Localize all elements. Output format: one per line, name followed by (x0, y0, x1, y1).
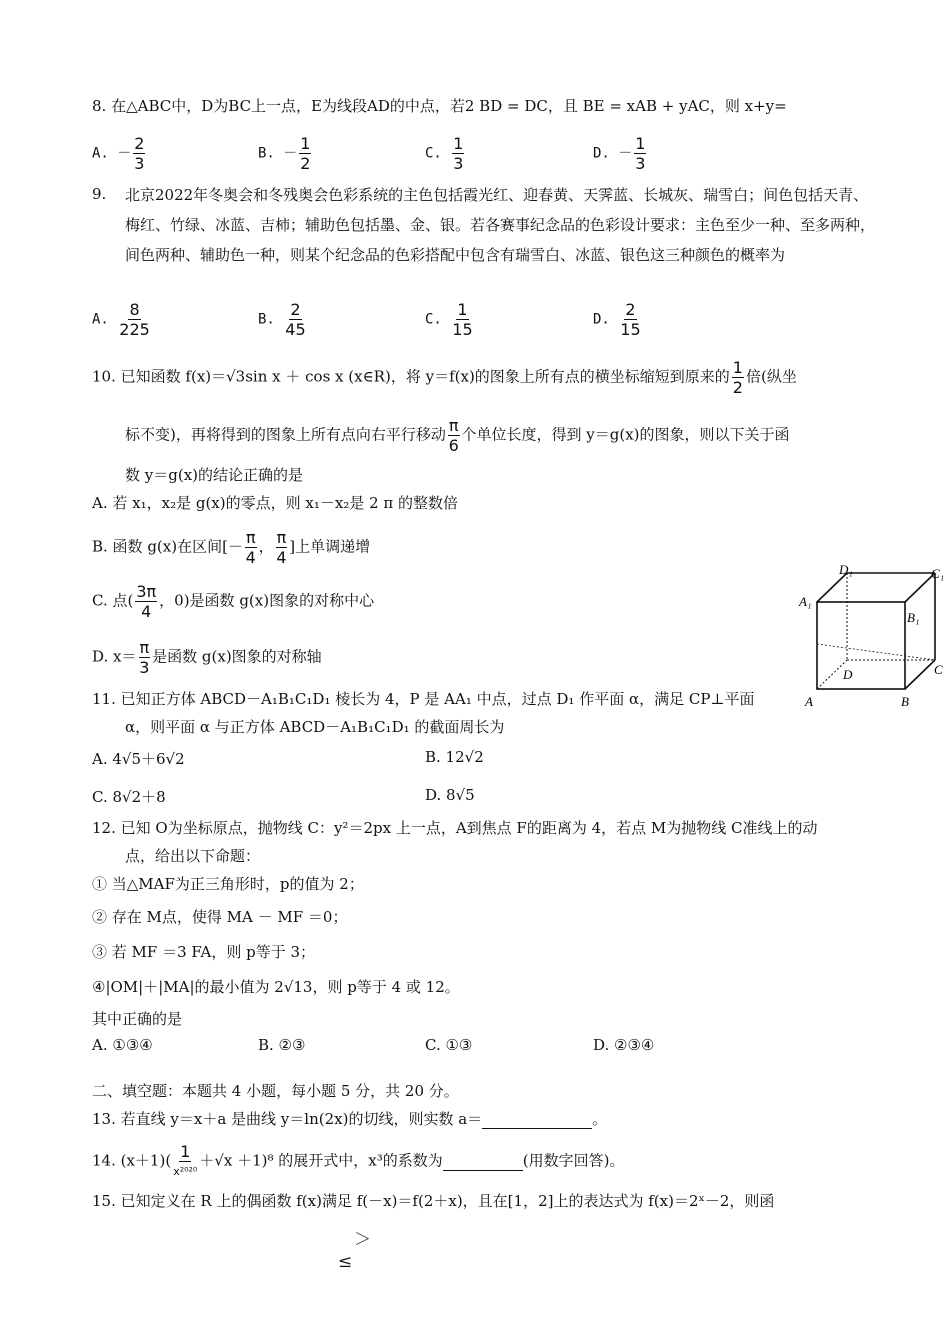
label-d1: D₁ (839, 562, 853, 577)
q10-line2: 标不变)，再将得到的图象上所有点向右平行移动 $\frac{\pi}{6}$ 个单位长度，得到 y＝g(x)的图象，则以下关于函 (125, 416, 790, 455)
q10-line3: 数 y＝g(x)的结论正确的是 (125, 466, 304, 484)
q11-choice-c: C. 8√2＋8 (92, 788, 166, 806)
q12-ask: 其中正确的是 (92, 1010, 183, 1028)
label-c: C (934, 662, 943, 677)
q9-choice-d: D. $\frac{2}{15}$ (593, 300, 641, 339)
q11-line1: 11. 已知正方体 ABCD－A₁B₁C₁D₁ 棱长为 4，P 是 AA₁ 中点，过点 D₁ 作平面 α，满足 CP⊥平面 (92, 690, 755, 708)
q8-choice-d: D. － $\frac{1}{3}$ (593, 134, 646, 173)
q12-line1: 12. 已知 O为坐标原点，抛物线 C：y²＝2px 上一点，A到焦点 F的距离为 4，若点 M为抛物线 C准线上的动 (92, 819, 818, 837)
label-b1: B₁ (907, 610, 920, 625)
q10-line1: 10. 已知函数 f(x)＝√3sin x ＋ cos x (x∈R)，将 y＝f(x)的图象上所有点的横坐标缩短到原来的 $\frac{1}{2}$ 倍(纵坐 (92, 358, 797, 397)
q14: 14. (x＋1)( $\frac{1}{\text{x²⁰²⁰}}$ ＋√x ＋1)⁸ 的展开式中，x³的系数为 (用数字回答)。 (92, 1142, 625, 1178)
q12-choice-a: A. ①③④ (92, 1036, 153, 1054)
symbol-less-equal: ≤ (338, 1252, 353, 1272)
q11-line2: α，则平面 α 与正方体 ABCD－A₁B₁C₁D₁ 的截面周长为 (125, 718, 505, 736)
q9-choice-c: C. $\frac{1}{15}$ (425, 300, 473, 339)
q8-stem: 8. 在△ABC中，D为BC上一点，E为线段AD的中点，若2 BD = DC，且 BE = xAB + yAC，则 x+y= (92, 97, 787, 115)
q15: 15. 已知定义在 R 上的偶函数 f(x)满足 f(－x)＝f(2＋x)，且在[1，2]上的表达式为 f(x)＝2ˣ－2，则函 (92, 1192, 775, 1210)
q8-choice-c: C. $\frac{1}{3}$ (425, 134, 464, 173)
q11-choice-d: D. 8√5 (425, 786, 475, 804)
q10-choice-d: D. x＝ $\frac{\pi}{3}$ 是函数 g(x)图象的对称轴 (92, 638, 322, 677)
q11-choice-b: B. 12√2 (425, 748, 484, 766)
q9-choice-b: B. $\frac{2}{45}$ (258, 300, 306, 339)
label-c1: C₁ (931, 566, 945, 581)
q12-choice-d: D. ②③④ (593, 1036, 655, 1054)
q9-stem: 北京2022年冬奥会和冬残奥会色彩系统的主色包括霞光红、迎春黄、天霁蓝、长城灰、瑞雪白；间色包括天青、梅红、竹绿、冰蓝、吉柿；辅助色包括墨、金、银。若各赛事纪念品的色彩设计要求：主色至少一种、至多两种，间色两种、辅助色一种，则某个纪念品的色彩搭配中包含有瑞雪白、冰蓝、银色这三种颜色的概率为 (125, 186, 876, 264)
q8-choice-b: B. － $\frac{1}{2}$ (258, 134, 311, 173)
q9-number: 9. (92, 185, 107, 203)
q13: 13. 若直线 y＝x＋a 是曲线 y＝ln(2x)的切线，则实数 a＝ 。 (92, 1110, 608, 1128)
q12-line2: 点，给出以下命题： (125, 847, 261, 865)
q12-choice-c: C. ①③ (425, 1036, 473, 1054)
q8-choice-a: A. － $\frac{2}{3}$ (92, 134, 145, 173)
q9-choice-a: A. $\frac{8}{225}$ (92, 300, 150, 339)
label-b: B (901, 694, 909, 709)
q10-choice-b: B. 函数 g(x)在区间[－ $\frac{\pi}{4}$ ， $\frac{\pi}{4}$ ]上单调递增 (92, 528, 371, 567)
q12-choice-b: B. ②③ (258, 1036, 306, 1054)
q12-item-4: ④|OM|＋|MA|的最小值为 2√13，则 p等于 4 或 12。 (92, 978, 460, 996)
section-heading: 二、填空题：本题共 4 小题，每小题 5 分，共 20 分。 (92, 1082, 459, 1100)
q10-choice-a: A. 若 x₁，x₂是 g(x)的零点，则 x₁－x₂是 2 π 的整数倍 (92, 494, 459, 512)
label-d: D (843, 667, 853, 682)
label-a: A (805, 694, 813, 709)
q11-choice-a: A. 4√5＋6√2 (92, 750, 185, 768)
q12-item-3: ③ 若 MF ＝3 FA，则 p等于 3； (92, 943, 316, 961)
q12-item-1: ① 当△MAF为正三角形时，p的值为 2； (92, 875, 364, 893)
cube-figure (795, 560, 947, 712)
label-a1: A₁ (799, 594, 812, 609)
symbol-greater: ＞ (354, 1230, 371, 1250)
q10-choice-c: C. 点( $\frac{3\pi}{4}$ ，0)是函数 g(x)图象的对称中心 (92, 582, 375, 621)
q12-item-2: ② 存在 M点，使得 MA － MF ＝0； (92, 908, 348, 926)
